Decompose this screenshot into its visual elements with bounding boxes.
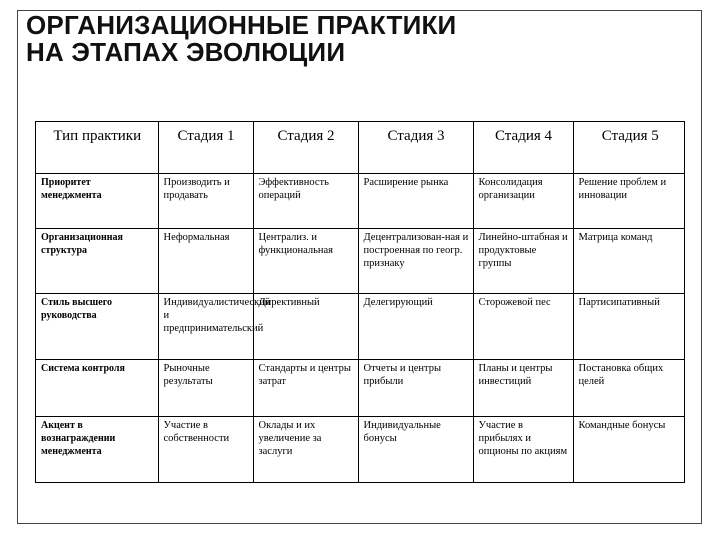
- title-line-1: ОРГАНИЗАЦИОННЫЕ ПРАКТИКИ: [26, 10, 457, 40]
- table-header-row: [36, 122, 685, 173]
- table-row: [36, 359, 685, 416]
- table-row: [36, 416, 685, 482]
- row-label: Акцент в вознаграждении менеджмента: [36, 416, 158, 482]
- table-cell: Индивидуалистический и предпринимательский: [158, 293, 253, 359]
- table-cell: Сторожевой пес: [473, 293, 573, 359]
- table-cell: Производить и продавать: [158, 173, 253, 228]
- header-stage-3: Стадия 3: [358, 122, 473, 173]
- table-row: [36, 173, 685, 228]
- table-cell: Участие в прибылях и опционы по акциям: [473, 416, 573, 482]
- slide-title: [26, 12, 456, 66]
- row-label: Стиль высшего руководства: [36, 293, 158, 359]
- header-stage-2: Стадия 2: [253, 122, 358, 173]
- row-label: Организационная структура: [36, 228, 158, 293]
- table-cell: Централиз. и функциональная: [253, 228, 358, 293]
- table-cell: Рыночные результаты: [158, 359, 253, 416]
- table-cell: Децентрализован-ная и построенная по геогр. признаку: [358, 228, 473, 293]
- table-cell: Отчеты и центры прибыли: [358, 359, 473, 416]
- table-cell: Участие в собственности: [158, 416, 253, 482]
- table-cell: Оклады и их увеличение за заслуги: [253, 416, 358, 482]
- table-row: [36, 293, 685, 359]
- table-cell: Консолидация организации: [473, 173, 573, 228]
- header-stage-1: Стадия 1: [158, 122, 253, 173]
- table-cell: Эффективность операций: [253, 173, 358, 228]
- practices-table-container: [35, 121, 685, 483]
- table-cell: Постановка общих целей: [573, 359, 685, 416]
- header-stage-5: Стадия 5: [573, 122, 685, 173]
- table-cell: Командные бонусы: [573, 416, 685, 482]
- table-cell: Линейно-штабная и продуктовые группы: [473, 228, 573, 293]
- row-label: Система контроля: [36, 359, 158, 416]
- table-cell: Директивный: [253, 293, 358, 359]
- table-cell: Партисипативный: [573, 293, 685, 359]
- header-stage-4: Стадия 4: [473, 122, 573, 173]
- table-cell: Решение проблем и инновации: [573, 173, 685, 228]
- row-label: Приоритет менеджмента: [36, 173, 158, 228]
- table-cell: Расширение рынка: [358, 173, 473, 228]
- title-line-2: НА ЭТАПАХ ЭВОЛЮЦИИ: [26, 37, 346, 67]
- table-cell: Индивидуальные бонусы: [358, 416, 473, 482]
- table-cell: Неформальная: [158, 228, 253, 293]
- header-practice-type: Тип практики: [36, 122, 158, 173]
- practices-table: [36, 122, 685, 482]
- table-cell: Стандарты и центры затрат: [253, 359, 358, 416]
- table-cell: Планы и центры инвестиций: [473, 359, 573, 416]
- table-cell: Делегирующий: [358, 293, 473, 359]
- table-row: [36, 228, 685, 293]
- table-cell: Матрица команд: [573, 228, 685, 293]
